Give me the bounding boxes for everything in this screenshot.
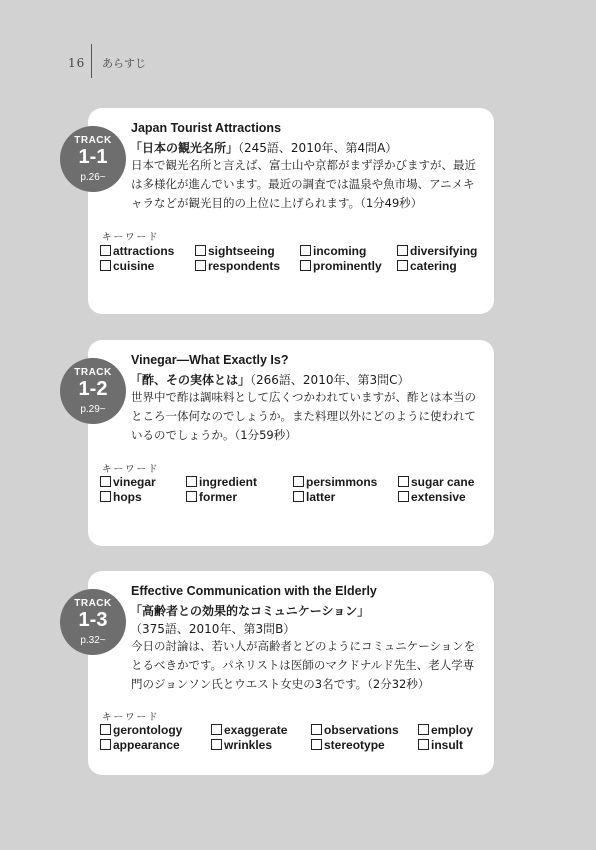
- checkbox-icon[interactable]: [100, 476, 111, 487]
- summary-text: 世界中で酢は調味料として広くつかわれていますが、酢とは本当のところ一体何なのでしょうか。また料理以外にどのように使われているのでしょうか。（1分59秒）: [131, 390, 476, 442]
- keyword-item[interactable]: sightseeing: [195, 244, 275, 258]
- track-page-ref: p.29~: [80, 404, 106, 415]
- summary-text: 今日の討論は、若い人が高齢者とどのようにコミュニケーションをとるべきかです。パネリストは医師のマクドナルド先生、老人学専門のジョンソン氏とウエスト女史の3名です。（2分32秒）: [131, 639, 476, 691]
- track-card-1: [74, 108, 494, 314]
- keywords-label: キーワード: [102, 712, 160, 723]
- track-number: 1-1: [78, 146, 108, 168]
- keyword-item[interactable]: attractions: [100, 244, 174, 258]
- japanese-title-line: [130, 371, 409, 388]
- english-title: Japan Tourist Attractions: [131, 121, 282, 135]
- track-label: TRACK: [74, 367, 112, 378]
- checkbox-icon[interactable]: [186, 491, 197, 502]
- checkbox-icon[interactable]: [100, 724, 111, 735]
- keyword-item[interactable]: extensive: [398, 490, 466, 504]
- checkbox-icon[interactable]: [418, 739, 429, 750]
- track-number: 1-3: [78, 609, 108, 631]
- keyword-item[interactable]: former: [186, 490, 237, 504]
- checkbox-icon[interactable]: [293, 476, 304, 487]
- english-title: Effective Communication with the Elderly: [131, 584, 377, 598]
- keyword-item[interactable]: gerontology: [100, 723, 182, 737]
- keyword-row: [100, 738, 490, 753]
- keyword-item[interactable]: vinegar: [100, 475, 156, 489]
- checkbox-icon[interactable]: [418, 724, 429, 735]
- checkbox-icon[interactable]: [311, 739, 322, 750]
- keyword-row: [100, 475, 490, 490]
- keyword-item[interactable]: hops: [100, 490, 142, 504]
- title-meta: （375語、2010年、第3問B）: [130, 622, 296, 636]
- checkbox-icon[interactable]: [398, 491, 409, 502]
- keyword-item[interactable]: appearance: [100, 738, 180, 752]
- checkbox-icon[interactable]: [211, 739, 222, 750]
- checkbox-icon[interactable]: [300, 260, 311, 271]
- japanese-title: 「日本の観光名所」: [130, 141, 239, 155]
- track-page-ref: p.26~: [80, 172, 106, 183]
- checkbox-icon[interactable]: [397, 245, 408, 256]
- header-divider: [91, 44, 92, 78]
- checkbox-icon[interactable]: [195, 260, 206, 271]
- keyword-item[interactable]: sugar cane: [398, 475, 474, 489]
- keyword-row: [100, 723, 490, 738]
- track-label: TRACK: [74, 135, 112, 146]
- summary-text: 日本で観光名所と言えば、富士山や京都がまず浮かびますが、最近は多様化が進んでいます。最近の調査では温泉や魚市場、アニメキャラなどが観光目的の上位に上げられます。（1分49秒）: [131, 158, 476, 210]
- keyword-item[interactable]: ingredient: [186, 475, 257, 489]
- keyword-item[interactable]: incoming: [300, 244, 366, 258]
- keyword-item[interactable]: catering: [397, 259, 457, 273]
- checkbox-icon[interactable]: [293, 491, 304, 502]
- title-meta: （245語、2010年、第4問A）: [238, 141, 398, 155]
- keyword-item[interactable]: prominently: [300, 259, 382, 273]
- checkbox-icon[interactable]: [397, 260, 408, 271]
- japanese-title: 「酢、その実体とは」: [130, 373, 251, 387]
- japanese-title-line: [130, 602, 369, 619]
- keywords-label: キーワード: [102, 232, 160, 243]
- keyword-item[interactable]: diversifying: [397, 244, 477, 258]
- keyword-item[interactable]: respondents: [195, 259, 280, 273]
- track-number: 1-2: [78, 378, 108, 400]
- keyword-row: [100, 490, 490, 505]
- keyword-item[interactable]: wrinkles: [211, 738, 272, 752]
- keyword-item[interactable]: persimmons: [293, 475, 377, 489]
- track-page-ref: p.32~: [80, 635, 106, 646]
- track-card-3: [74, 571, 494, 775]
- track-card-2: [74, 340, 494, 546]
- track-badge: [60, 358, 126, 424]
- keyword-item[interactable]: cuisine: [100, 259, 154, 273]
- title-meta: （266語、2010年、第3問C）: [250, 373, 410, 387]
- keyword-item[interactable]: latter: [293, 490, 335, 504]
- keyword-item[interactable]: observations: [311, 723, 399, 737]
- keyword-item[interactable]: exaggerate: [211, 723, 287, 737]
- track-badge: [60, 589, 126, 655]
- page-number: 16: [68, 56, 86, 70]
- checkbox-icon[interactable]: [186, 476, 197, 487]
- keyword-item[interactable]: insult: [418, 738, 463, 752]
- checkbox-icon[interactable]: [300, 245, 311, 256]
- track-badge: [60, 126, 126, 192]
- track-label: TRACK: [74, 598, 112, 609]
- english-title: Vinegar—What Exactly Is?: [131, 353, 289, 367]
- checkbox-icon[interactable]: [211, 724, 222, 735]
- checkbox-icon[interactable]: [195, 245, 206, 256]
- keyword-row: [100, 259, 490, 274]
- japanese-title: 「高齢者との効果的なコミュニケーション」: [130, 604, 370, 618]
- checkbox-icon[interactable]: [100, 245, 111, 256]
- keyword-row: [100, 244, 490, 259]
- section-title: あらすじ: [102, 57, 146, 70]
- keyword-item[interactable]: employ: [418, 723, 473, 737]
- keywords-label: キーワード: [102, 464, 160, 475]
- checkbox-icon[interactable]: [100, 491, 111, 502]
- keyword-item[interactable]: stereotype: [311, 738, 385, 752]
- japanese-title-line: [130, 139, 397, 156]
- checkbox-icon[interactable]: [311, 724, 322, 735]
- checkbox-icon[interactable]: [100, 739, 111, 750]
- checkbox-icon[interactable]: [100, 260, 111, 271]
- checkbox-icon[interactable]: [398, 476, 409, 487]
